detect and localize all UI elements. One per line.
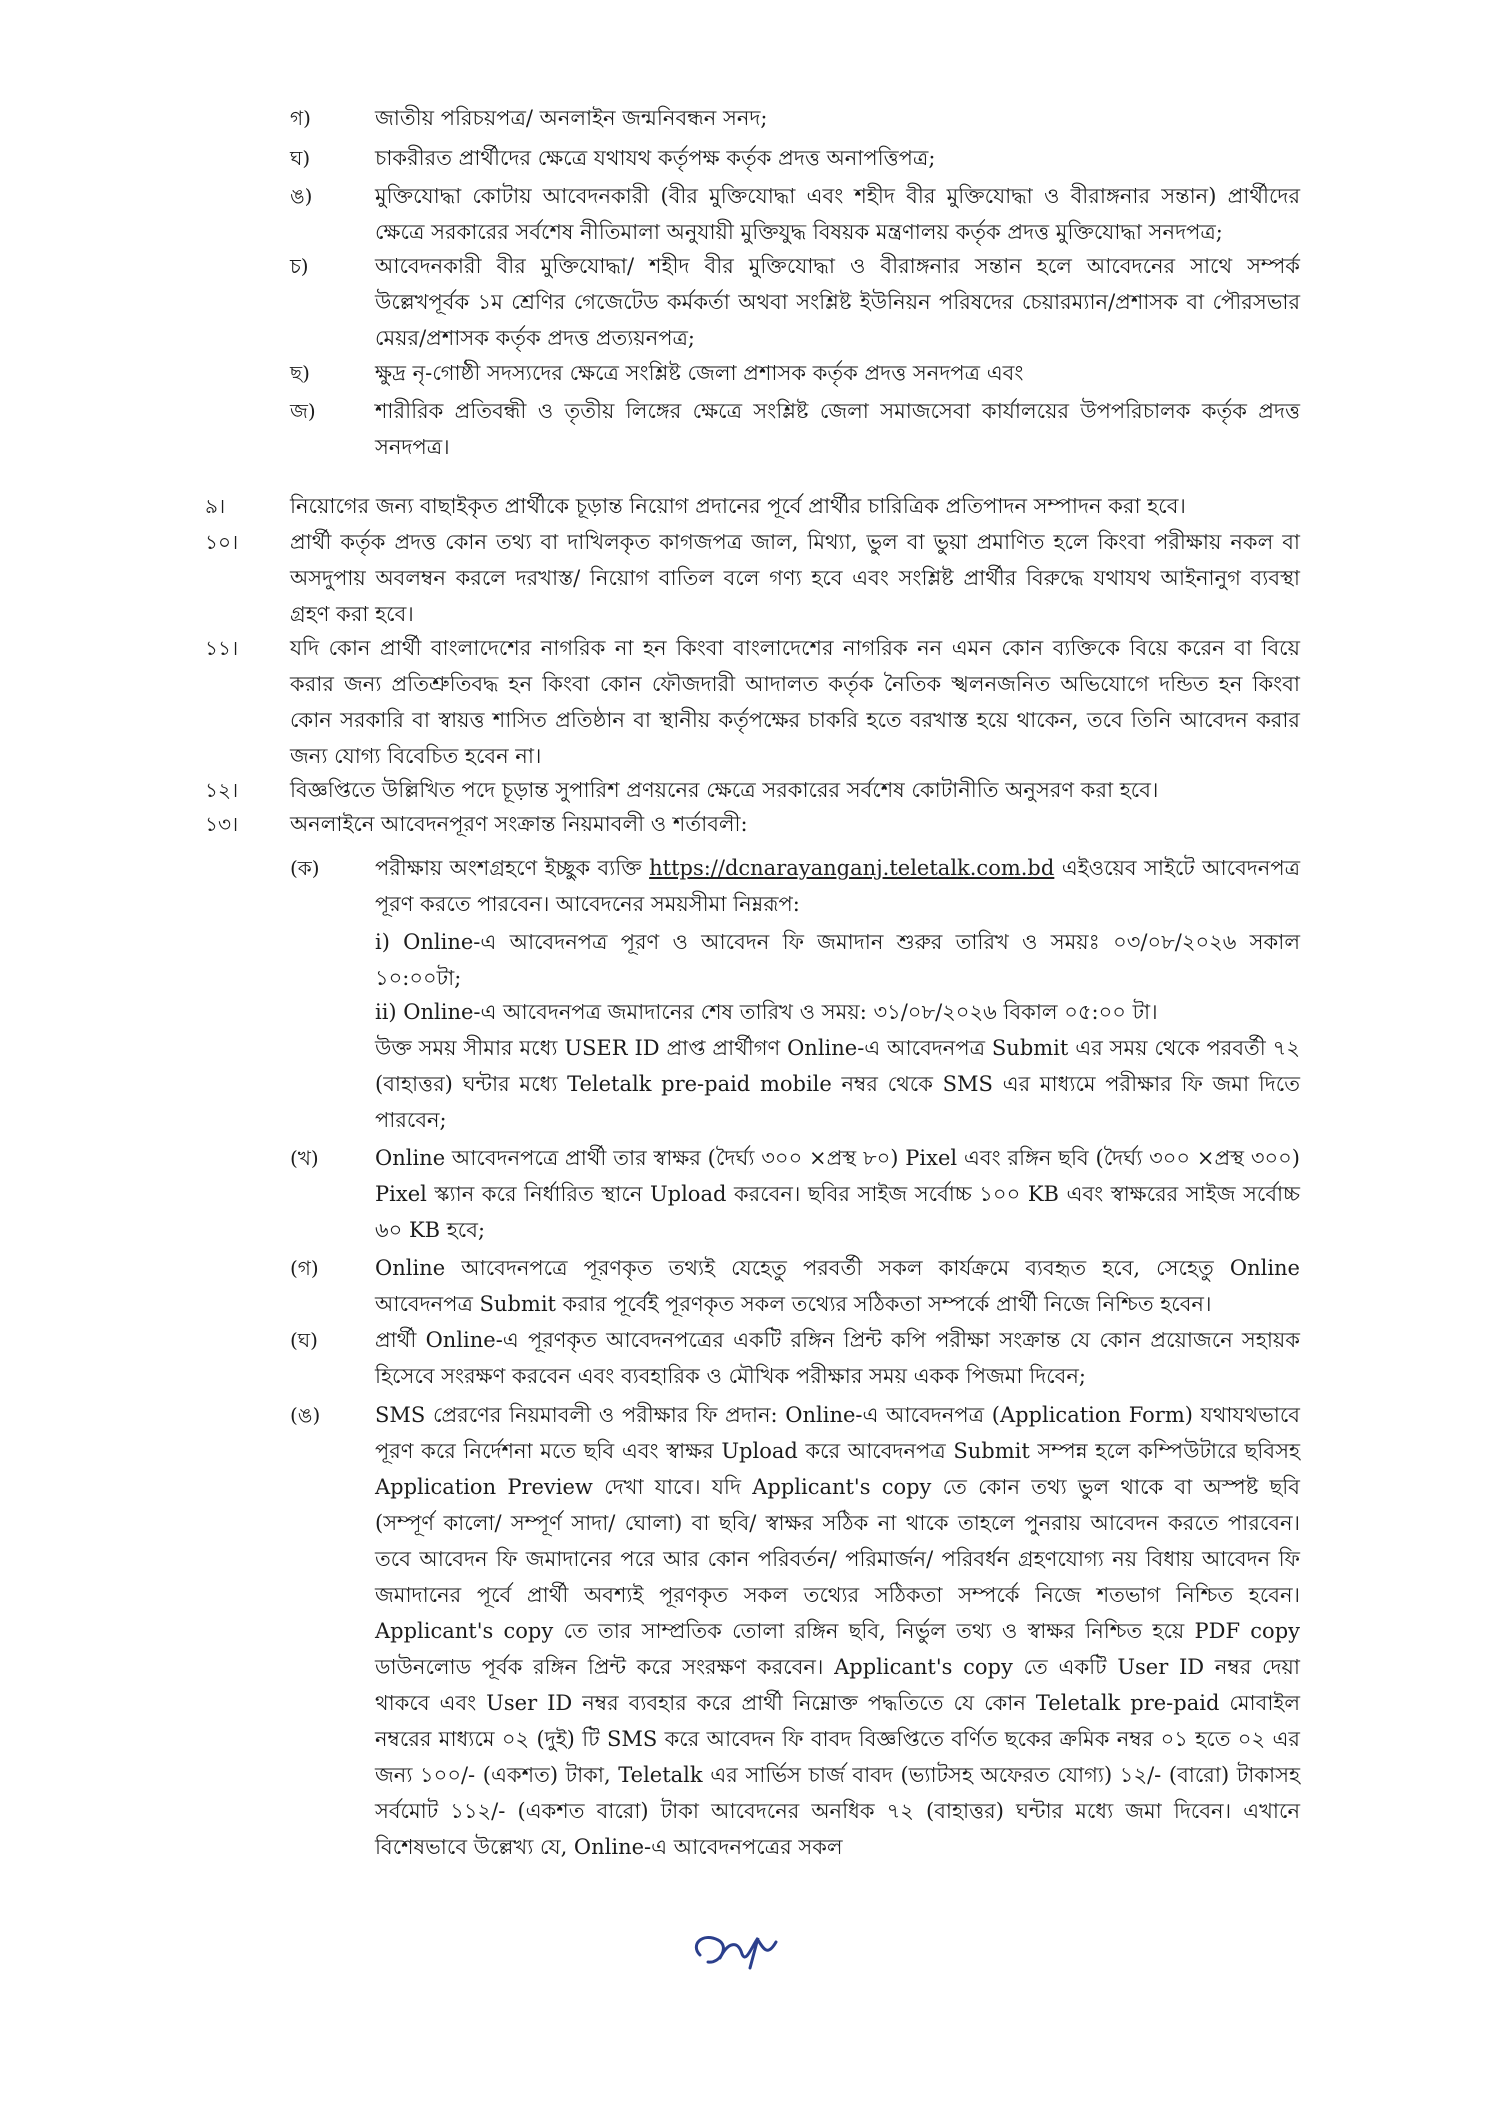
sub-item-label: গ) [290,106,311,130]
sub-item-label: ঙ) [290,184,313,208]
signature-initials [680,1920,790,1980]
online-item-label: (ক) [290,856,320,880]
online-item-text: প্রার্থী Online-এ পূরণকৃত আবেদনপত্রের একটি রঙ্গিন প্রিন্ট কপি পরীক্ষা সংক্রান্ত যে কোন প্রয়োজনে সহায়ক হিসেবে সংরক্ষণ করবেন এবং ব্যবহারিক ও মৌখিক পরীক্ষার সময় একক পিজমা দিবেন; [375,1328,1300,1388]
sub-item-label: চ) [290,254,309,278]
online-item-ka [375,850,1300,922]
online-item-text: SMS প্রেরণের নিয়মাবলী ও পরীক্ষার ফি প্রদান: Online-এ আবেদনপত্র (Application Form) যথাযথভাবে পূরণ করে নির্দেশনা মতে ছবি এবং স্বাক্ষর Upload করে আবেদনপত্র Submit সম্পন্ন হলে কম্পিউটারে ছবিসহ Application Preview দেখা যাবে। যদি Applicant's copy তে কোন তথ্য ভুল থাকে বা অস্পষ্ট ছবি (সম্পূর্ণ কালো/ সম্পূর্ণ সাদা/ ঘোলা) বা ছবি/ স্বাক্ষর সঠিক না থাকে তাহলে পুনরায় আবেদন করতে পারবেন। তবে আবেদন ফি জমাদানের পরে আর কোন পরিবর্তন/ পরিমার্জন/ পরিবর্ধন গ্রহণযোগ্য নয় বিধায় আবেদন ফি জমাদানের পূর্বে প্রার্থী অবশ্যই পূরণকৃত সকল তথ্যের সঠিকতা সম্পর্কে নিজে শতভাগ নিশ্চিত হবেন। Applicant's copy তে তার সাম্প্রতিক তোলা রঙ্গিন ছবি, নির্ভুল তথ্য ও স্বাক্ষর নিশ্চিত হয়ে PDF copy ডাউনলোড পূর্বক রঙ্গিন প্রিন্ট করে সংরক্ষণ করবেন। Applicant's copy তে একটি User ID নম্বর দেয়া থাকবে এবং User ID নম্বর ব্যবহার করে প্রার্থী নিম্নোক্ত পদ্ধতিতে যে কোন Teletalk pre-paid মোবাইল নম্বরের মাধ্যমে ০২ (দুই) টি SMS করে আবেদন ফি বাবদ বিজ্ঞপ্তিতে বর্ণিত ছকের ক্রমিক নম্বর ০১ হতে ০২ এর জন্য ১০০/- (একশত) টাকা, Teletalk এর সার্ভিস চার্জ বাবদ (ভ্যাটসহ অফেরত যোগ্য) ১২/- (বারো) টাকাসহ সর্বমোট ১১২/- (একশত বারো) টাকা আবেদনের অনধিক ৭২ (বাহাত্তর) ঘন্টার মধ্যে জমা দিবেন। এখানে বিশেষভাবে উল্লেখ্য যে, Online-এ আবেদনপত্রের সকল [375,1403,1300,1859]
item-number: ১৩। [205,812,239,836]
item-text: প্রার্থী কর্তৃক প্রদত্ত কোন তথ্য বা দাখিলকৃত কাগজপত্র জাল, মিথ্যা, ভুল বা ভুয়া প্রমাণিত হলে কিংবা পরীক্ষায় নকল বা অসদুপায় অবলম্বন করলে দরখাস্ত/ নিয়োগ বাতিল বলে গণ্য হবে এবং সংশ্লিষ্ট প্রার্থীর বিরুদ্ধে যথাযথ আইনানুগ ব্যবস্থা গ্রহণ করা হবে। [290,530,1300,626]
sub-item-text: শারীরিক প্রতিবন্ধী ও তৃতীয় লিঙ্গের ক্ষেত্রে সংশ্লিষ্ট জেলা সমাজসেবা কার্যালয়ের উপপরিচালক কর্তৃক প্রদত্ত সনদপত্র। [375,399,1300,459]
application-website-link[interactable]: https://dcnarayanganj.teletalk.com.bd [649,856,1055,880]
sub-item-text: ক্ষুদ্র নৃ-গোষ্ঠী সদস্যদের ক্ষেত্রে সংশ্লিষ্ট জেলা প্রশাসক কর্তৃক প্রদত্ত সনদপত্র এবং [375,361,1024,385]
online-item-label: (ঙ) [290,1403,321,1427]
online-item-text: Online আবেদনপত্রে প্রার্থী তার স্বাক্ষর (দৈর্ঘ্য ৩০০ ×প্রস্থ ৮০) Pixel এবং রঙ্গিন ছবি (দৈর্ঘ্য ৩০০ ×প্রস্থ ৩০০) Pixel স্ক্যান করে নির্ধারিত স্থানে Upload করবেন। ছবির সাইজ সর্বোচ্চ ১০০ KB এবং স্বাক্ষরের সাইজ সর্বোচ্চ ৬০ KB হবে; [375,1146,1300,1242]
online-item-text: Online আবেদনপত্রে পূরণকৃত তথ্যই যেহেতু পরবর্তী সকল কার্যক্রমে ব্যবহৃত হবে, সেহেতু Online আবেদনপত্র Submit করার পূর্বেই পূরণকৃত সকল তথ্যের সঠিকতা সম্পর্কে প্রার্থী নিজে নিশ্চিত হবেন। [375,1256,1300,1316]
end-date-line: ii) Online-এ আবেদনপত্র জমাদানের শেষ তারিখ ও সময়: ৩১/০৮/২০২৬ বিকাল ০৫:০০ টা। [375,1000,1158,1024]
online-item-text: পরীক্ষায় অংশগ্রহণে ইচ্ছুক ব্যক্তি [375,856,642,880]
item-number: ৯। [205,494,226,518]
online-item-label: (ঘ) [290,1328,318,1352]
sub-item-text: মুক্তিযোদ্ধা কোটায় আবেদনকারী (বীর মুক্তিযোদ্ধা এবং শহীদ বীর মুক্তিযোদ্ধা ও বীরাঙ্গনার সন্তান) প্রার্থীদের ক্ষেত্রে সরকারের সর্বশেষ নীতিমালা অনুযায়ী মুক্তিযুদ্ধ বিষয়ক মন্ত্রণালয় কর্তৃক প্রদত্ত মুক্তিযোদ্ধা সনদপত্র; [375,184,1300,244]
item-text: অনলাইনে আবেদনপূরণ সংক্রান্ত নিয়মাবলী ও শর্তাবলী: [290,812,748,836]
sms-fee-paragraph: উক্ত সময় সীমার মধ্যে USER ID প্রাপ্ত প্রার্থীগণ Online-এ আবেদনপত্র Submit এর সময় থেকে পরবর্তী ৭২ (বাহাত্তর) ঘন্টার মধ্যে Teletalk pre-paid mobile নম্বর থেকে SMS এর মাধ্যমে পরীক্ষার ফি জমা দিতে পারবেন; [375,1036,1300,1132]
item-text: নিয়োগের জন্য বাছাইকৃত প্রার্থীকে চূড়ান্ত নিয়োগ প্রদানের পূর্বে প্রার্থীর চারিত্রিক প্রতিপাদন সম্পাদন করা হবে। [290,494,1186,518]
item-number: ১২। [205,778,239,802]
sub-item-text: চাকরীরত প্রার্থীদের ক্ষেত্রে যথাযথ কর্তৃপক্ষ কর্তৃক প্রদত্ত অনাপত্তিপত্র; [375,146,936,170]
sub-item-label: ছ) [290,361,310,385]
sub-item-label: ঘ) [290,146,311,170]
start-date-line: i) Online-এ আবেদনপত্র পূরণ ও আবেদন ফি জমাদান শুরুর তারিখ ও সময়ঃ ০৩/০৮/২০২৬ সকাল ১০:০০টা; [375,930,1300,990]
item-number: ১১। [205,636,239,660]
item-number: ১০। [205,530,239,554]
sub-item-text: জাতীয় পরিচয়পত্র/ অনলাইন জন্মনিবন্ধন সনদ; [375,106,768,130]
online-item-text: এইওয়েব সাইটে আবেদনপত্র পূরণ করতে পারবেন। আবেদনের সময়সীমা নিম্নরূপ: [375,856,1301,916]
online-item-label: (গ) [290,1256,319,1280]
item-text: যদি কোন প্রার্থী বাংলাদেশের নাগরিক না হন কিংবা বাংলাদেশের নাগরিক নন এমন কোন ব্যক্তিকে বিয়ে করেন বা বিয়ে করার জন্য প্রতিশ্রুতিবদ্ধ হন কিংবা কোন ফৌজদারী আদালত কর্তৃক নৈতিক স্খলনজনিত অভিযোগে দন্ডিত হন কিংবা কোন সরকারি বা স্বায়ত্ত শাসিত প্রতিষ্ঠান বা স্থানীয় কর্তৃপক্ষের চাকরি হতে বরখাস্ত হয়ে থাকেন, তবে তিনি আবেদন করার জন্য যোগ্য বিবেচিত হবেন না। [290,636,1300,768]
online-item-label: (খ) [290,1146,319,1170]
sub-item-text: আবেদনকারী বীর মুক্তিযোদ্ধা/ শহীদ বীর মুক্তিযোদ্ধা ও বীরাঙ্গনার সন্তান হলে আবেদনের সাথে সম্পর্ক উল্লেখপূর্বক ১ম শ্রেণির গেজেটেড কর্মকর্তা অথবা সংশ্লিষ্ট ইউনিয়ন পরিষদের চেয়ারম্যান/প্রশাসক বা পৌরসভার মেয়র/প্রশাসক কর্তৃক প্রদত্ত প্রত্যয়নপত্র; [375,254,1300,350]
sub-item-label: জ) [290,399,316,423]
item-text: বিজ্ঞপ্তিতে উল্লিখিত পদে চূড়ান্ত সুপারিশ প্রণয়নের ক্ষেত্রে সরকারের সর্বশেষ কোটানীতি অনুসরণ করা হবে। [290,778,1159,802]
